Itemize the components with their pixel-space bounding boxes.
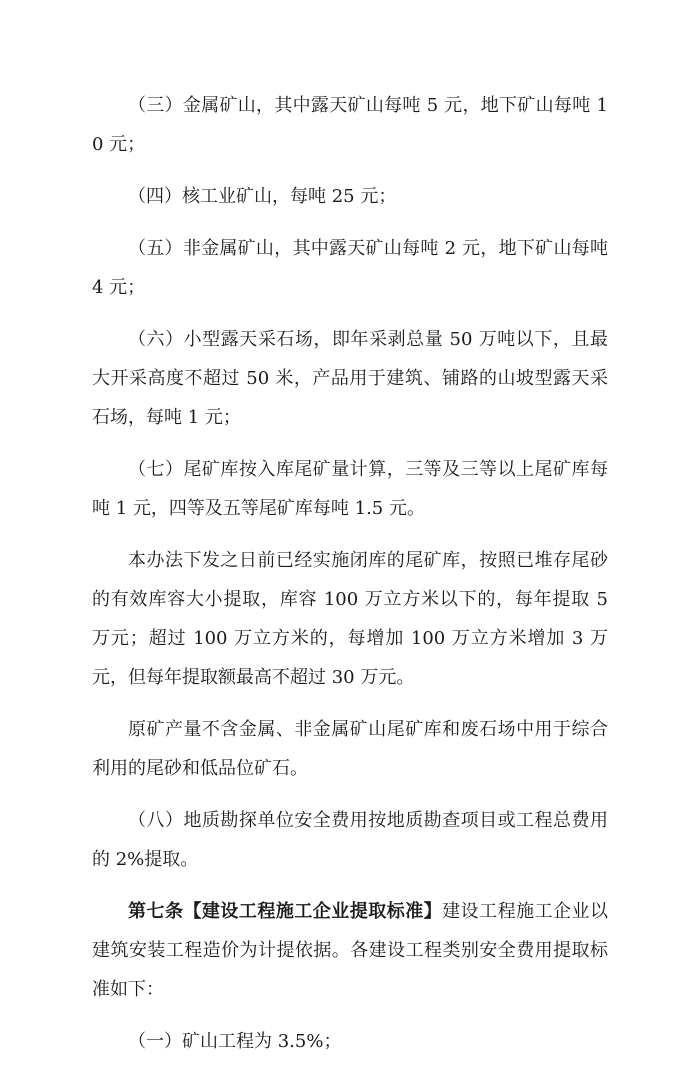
- paragraph-geological-survey: （八）地质勘探单位安全费用按地质勘查项目或工程总费用的 2%提取。: [92, 810, 608, 870]
- paragraph-nonmetal-mines: （五）非金属矿山，其中露天矿山每吨 2 元，地下矿山每吨 4 元；: [92, 238, 608, 298]
- paragraph-article-7: [92, 892, 608, 1009]
- paragraph-ore-output: 原矿产量不含金属、非金属矿山尾矿库和废石场中用于综合利用的尾砂和低品位矿石。: [92, 719, 608, 779]
- paragraph-nuclear-mines: （四）核工业矿山，每吨 25 元；: [128, 186, 397, 207]
- paragraph-tailings-pond: （七）尾矿库按入库尾矿量计算，三等及三等以上尾矿库每吨 1 元，四等及五等尾矿库每吨 1.5 元。: [92, 459, 608, 519]
- paragraph-mining-engineering: （一）矿山工程为 3.5%；: [128, 1031, 342, 1052]
- article-7-heading: 第七条【建设工程施工企业提取标准】: [128, 901, 443, 922]
- paragraph-closed-tailings: 本办法下发之日前已经实施闭库的尾矿库，按照已堆存尾砂的有效库容大小提取，库容 100 万立方米以下的，每年提取 5 万元；超过 100 万立方米的，每增加 100 万立方米增加 3 万元，但每年提取额最高不超过 30 万元。: [92, 550, 608, 688]
- paragraph-metal-mines: （三）金属矿山，其中露天矿山每吨 5 元，地下矿山每吨 10 元；: [92, 95, 608, 155]
- article-7-body: 建设工程施工企业以建筑安装工程造价为计提依据。各建设工程类别安全费用提取标准如下：: [92, 901, 609, 1000]
- document-body: [92, 86, 608, 1074]
- paragraph-quarry: （六）小型露天采石场，即年采剥总量 50 万吨以下，且最大开采高度不超过 50 米，产品用于建筑、铺路的山坡型露天采石场，每吨 1 元；: [92, 329, 608, 428]
